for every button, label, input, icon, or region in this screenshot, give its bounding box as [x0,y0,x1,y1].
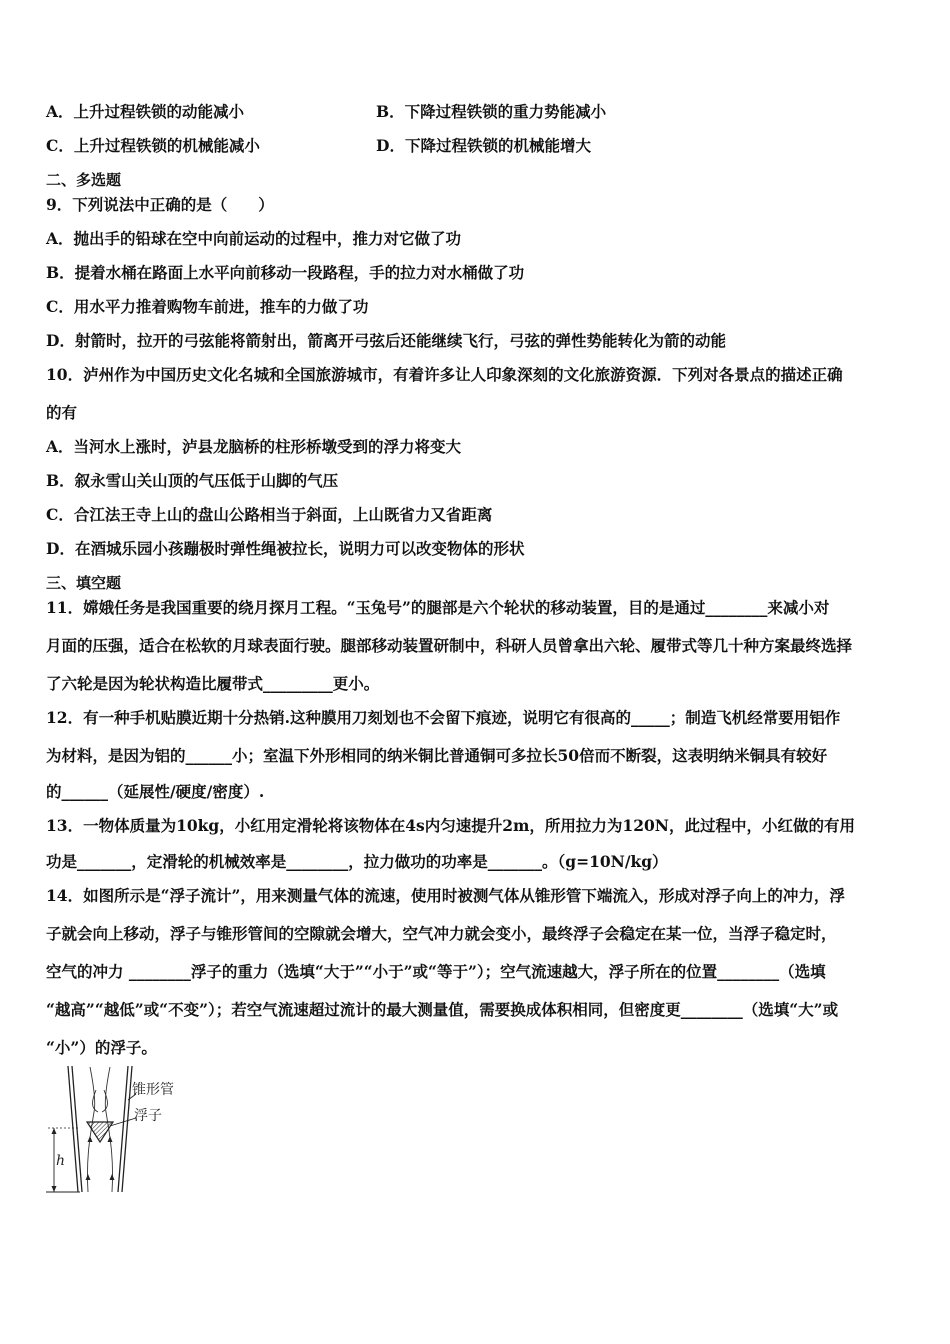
q9-option-d: D．射箭时，拉开的弓弦能将箭射出，箭离开弓弦后还能继续飞行，弓弦的弹性势能转化为箭的动能 [46,331,726,350]
label-float: 浮子 [134,1108,162,1124]
q8-option-a: A．上升过程铁锁的动能减小 [46,102,245,121]
q12-line3: 的______（延展性/硬度/密度）. [46,782,265,801]
q11-line3: 了六轮是因为轮状构造比履带式_________更小。 [46,674,380,693]
q10-stem-line2: 的有 [46,403,78,422]
q11-line1: 11．嫦娥任务是我国重要的绕月探月工程。“玉兔号”的腿部是六个轮状的移动装置，目的是通过________来减小对 [46,598,830,617]
q10-option-c: C．合江法王寺上山的盘山公路相当于斜面，上山既省力又省距离 [46,505,493,524]
q12-line2: 为材料，是因为铝的______小；室温下外形相同的纳米铜比普通铜可多拉长50倍而不断裂，这表明纳米铜具有较好 [46,746,828,765]
q10-option-d: D．在酒城乐园小孩蹦极时弹性绳被拉长，说明力可以改变物体的形状 [46,539,525,558]
float-flowmeter-figure [40,1062,200,1202]
q10-option-a: A．当河水上涨时，泸县龙脑桥的柱形桥墩受到的浮力将变大 [46,437,462,456]
q13-line1: 13．一物体质量为10kg，小红用定滑轮将该物体在4s内匀速提升2m，所用拉力为120N，此过程中，小红做的有用 [46,816,855,835]
q9-stem: 9．下列说法中正确的是（ ） [46,195,274,214]
label-h: h [56,1153,66,1169]
q10-option-b: B．叙永雪山关山顶的气压低于山脚的气压 [46,471,339,490]
q14-line5: “小”）的浮子。 [46,1038,157,1057]
q8-option-d: D．下降过程铁锁的机械能增大 [376,136,591,155]
q8-option-c: C．上升过程铁锁的机械能减小 [46,136,260,155]
q14-line3: 空气的冲力 ________浮子的重力（选填“大于”“小于”或“等于”）；空气流速越大，浮子所在的位置________（选填 [46,962,826,981]
q9-option-b: B．提着水桶在路面上水平向前移动一段路程，手的拉力对水桶做了功 [46,263,525,282]
q14-line4: “越高”“越低”或“不变”）；若空气流速超过流计的最大测量值，需要换成体积相同，但密度更________（选填“大”或 [46,1000,839,1019]
q11-line2: 月面的压强，适合在松软的月球表面行驶。腿部移动装置研制中，科研人员曾拿出六轮、履带式等几十种方案最终选择 [46,636,853,655]
q9-option-a: A．抛出手的铅球在空中向前运动的过程中，推力对它做了功 [46,229,462,248]
q8-option-b: B．下降过程铁锁的重力势能减小 [376,102,607,121]
q14-line1: 14．如图所示是“浮子流计”，用来测量气体的流速，使用时被测气体从锥形管下端流入，形成对浮子向上的冲力，浮 [46,886,845,905]
q9-option-c: C．用水平力推着购物车前进，推车的力做了功 [46,297,369,316]
section-heading-multiple-choice: 二、多选题 [46,171,122,189]
q12-line1: 12．有一种手机贴膜近期十分热销.这种膜用刀刻划也不会留下痕迹，说明它有很高的_____；制造飞机经常要用铝作 [46,708,841,727]
q10-stem-line1: 10．泸州作为中国历史文化名城和全国旅游城市，有着许多让人印象深刻的文化旅游资源．下列对各景点的描述正确 [46,365,843,384]
section-heading-fill-in: 三、填空题 [46,574,122,592]
label-tube: 锥形管 [132,1082,174,1098]
q13-line2: 功是_______，定滑轮的机械效率是________，拉力做功的功率是_______。（g=10N/kg） [46,852,668,871]
q14-line2: 子就会向上移动，浮子与锥形管间的空隙就会增大，空气冲力就会变小，最终浮子会稳定在某一位，当浮子稳定时， [46,924,837,943]
